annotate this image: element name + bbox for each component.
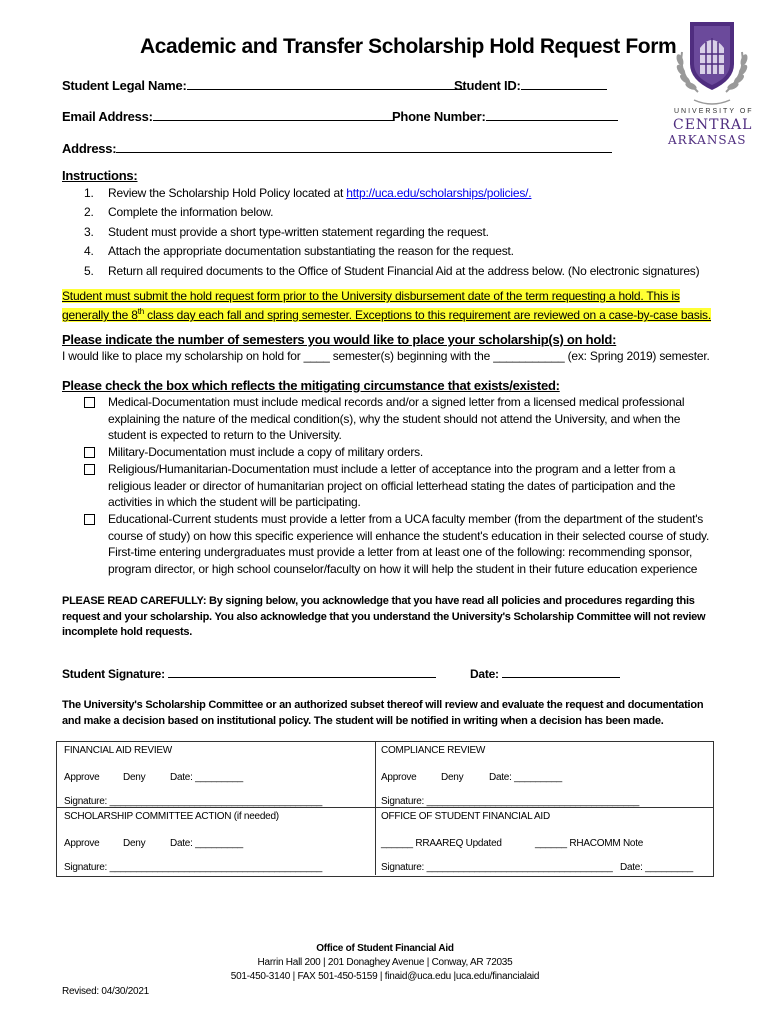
uca-crest-icon xyxy=(668,12,756,112)
footer-office: Office of Student Financial Aid xyxy=(316,943,454,954)
legal-name-line[interactable] xyxy=(187,76,465,90)
rhacomm-note[interactable]: ______ RHACOMM Note xyxy=(535,838,644,849)
table-divider xyxy=(375,741,376,875)
address-field[interactable] xyxy=(62,139,612,156)
fa-deny[interactable]: Deny xyxy=(123,772,146,783)
student-signature-label: Student Signature: xyxy=(62,667,165,681)
committee-approve[interactable]: Approve xyxy=(64,838,100,849)
logo-text-top: UNIVERSITY OF xyxy=(674,108,754,115)
compliance-approve[interactable]: Approve xyxy=(381,772,417,783)
rraareq-updated[interactable]: ______ RRAAREQ Updated xyxy=(381,838,502,849)
military-checkbox[interactable] xyxy=(84,447,95,458)
committee-date[interactable]: Date: _________ xyxy=(170,838,243,849)
student-id-line[interactable] xyxy=(521,76,607,90)
semesters-heading: Please indicate the number of semesters you would like to place your scholarship(s) on hold: xyxy=(62,332,617,347)
compliance-review-heading: COMPLIANCE REVIEW xyxy=(381,745,486,756)
email-label: Email Address: xyxy=(62,109,153,124)
medical-option-text: Medical-Documentation must include medical records and/or a signed letter from a licensed medical professional explaining the nature of the medical condition(s), why the student should not attend the University, and when the student is expected to return to the University. xyxy=(108,395,685,443)
student-signature-field[interactable] xyxy=(62,664,436,681)
signature-date-field[interactable] xyxy=(470,664,620,681)
signature-date-line[interactable] xyxy=(502,664,620,678)
legal-name-field[interactable] xyxy=(62,76,465,93)
fa-date[interactable]: Date: _________ xyxy=(170,772,243,783)
address-line[interactable] xyxy=(116,139,612,153)
logo-text-arkansas: ARKANSAS xyxy=(668,133,747,147)
compliance-deny[interactable]: Deny xyxy=(441,772,464,783)
phone-line[interactable] xyxy=(486,107,618,121)
instruction-item: 5. Return all required documents to the Office of Student Financial Aid at the address below. (No electronic signatures) xyxy=(84,263,700,278)
address-label: Address: xyxy=(62,141,117,156)
fa-signature[interactable]: Signature: ________________________________________ xyxy=(64,796,323,807)
acknowledgement-text: PLEASE READ CAREFULLY: By signing below, you acknowledge that you have read all policies and procedures regarding this request and your scholarship. You also acknowledge that you understand the University's Scholarship Committee will not review incomplete hold requests. xyxy=(62,595,706,638)
semesters-line[interactable]: I would like to place my scholarship on hold for ____ semester(s) beginning with the ___________ (ex: Spring 2019) semester. xyxy=(62,349,710,363)
email-line[interactable] xyxy=(153,107,393,121)
footer-contact: 501-450-3140 | FAX 501-450-5159 | finaid@uca.edu |uca.edu/financialaid xyxy=(230,971,540,982)
fa-review-heading: FINANCIAL AID REVIEW xyxy=(64,745,172,756)
religious-option-text: Religious/Humanitarian-Documentation must include a letter of acceptance into the program and a letter from a religious leader or director of humanitarian project on official letterhead stating the dates of participation and the activities in which the student will be participating. xyxy=(108,462,676,510)
legal-name-label: Student Legal Name: xyxy=(62,78,187,93)
instruction-item: 3. Student must provide a short type-written statement regarding the request. xyxy=(84,224,489,239)
revised-date: Revised: 04/30/2021 xyxy=(62,986,149,997)
educational-option-text: Educational-Current students must provide a letter from a UCA faculty member (from the department of the student's course of study) on how this specific experience will enhance the student's education in their selected course of study. First-time entering undergraduates must provide a letter from at least one of the following: recommending sponsor, program director, or high school counselor/faculty on how it will help the student in their future education experience xyxy=(108,512,710,576)
instruction-item: 1. Review the Scholarship Hold Policy located at http://uca.edu/scholarships/policies/. xyxy=(84,186,532,200)
office-date[interactable]: Date: _________ xyxy=(620,862,693,873)
logo-text-central: CENTRAL xyxy=(673,117,753,133)
uca-logo xyxy=(668,12,756,152)
office-heading: OFFICE OF STUDENT FINANCIAL AID xyxy=(381,811,550,822)
deadline-notice: Student must submit the hold request form prior to the University disbursement date of the term requesting a hold. This is generally the 8th class day each fall and spring semester. Exceptions to this requirement are reviewed on a case-by-case basis. xyxy=(62,289,711,322)
military-option-text: Military-Documentation must include a copy of military orders. xyxy=(108,445,424,459)
page-title: Academic and Transfer Scholarship Hold Request Form xyxy=(140,35,677,58)
committee-action-heading: SCHOLARSHIP COMMITTEE ACTION (if needed) xyxy=(64,811,279,822)
committee-note: The University's Scholarship Committee or an authorized subset thereof will review and evaluate the request and documentation and make a decision based on institutional policy. The student will be notified in writing when a decision has been made. xyxy=(62,699,704,727)
committee-signature[interactable]: Signature: ________________________________________ xyxy=(64,862,323,873)
religious-checkbox[interactable] xyxy=(84,464,95,475)
student-id-label: Student ID: xyxy=(454,78,521,93)
compliance-date[interactable]: Date: _________ xyxy=(489,772,562,783)
instruction-item: 4. Attach the appropriate documentation substantiating the reason for the request. xyxy=(84,244,514,259)
office-signature[interactable]: Signature: ___________________________________ xyxy=(381,862,613,873)
compliance-signature[interactable]: Signature: ________________________________________ xyxy=(381,796,640,807)
signature-date-label: Date: xyxy=(470,667,499,681)
fa-approve[interactable]: Approve xyxy=(64,772,100,783)
circumstance-heading: Please check the box which reflects the mitigating circumstance that exists/existed: xyxy=(62,378,560,393)
student-signature-line[interactable] xyxy=(168,664,436,678)
phone-label: Phone Number: xyxy=(392,109,486,124)
instructions-heading: Instructions: xyxy=(62,168,138,183)
committee-deny[interactable]: Deny xyxy=(123,838,146,849)
email-field[interactable] xyxy=(62,107,393,124)
table-divider xyxy=(56,807,713,808)
student-id-field[interactable] xyxy=(454,76,607,93)
policy-link[interactable]: http://uca.edu/scholarships/policies/. xyxy=(346,186,532,200)
phone-field[interactable] xyxy=(392,107,618,124)
instruction-item: 2. Complete the information below. xyxy=(84,205,274,220)
medical-checkbox[interactable] xyxy=(84,397,95,408)
educational-checkbox[interactable] xyxy=(84,514,95,525)
office-use-table xyxy=(56,741,714,877)
instructions-list xyxy=(84,184,699,281)
footer-address: Harrin Hall 200 | 201 Donaghey Avenue | Conway, AR 72035 xyxy=(257,957,513,968)
